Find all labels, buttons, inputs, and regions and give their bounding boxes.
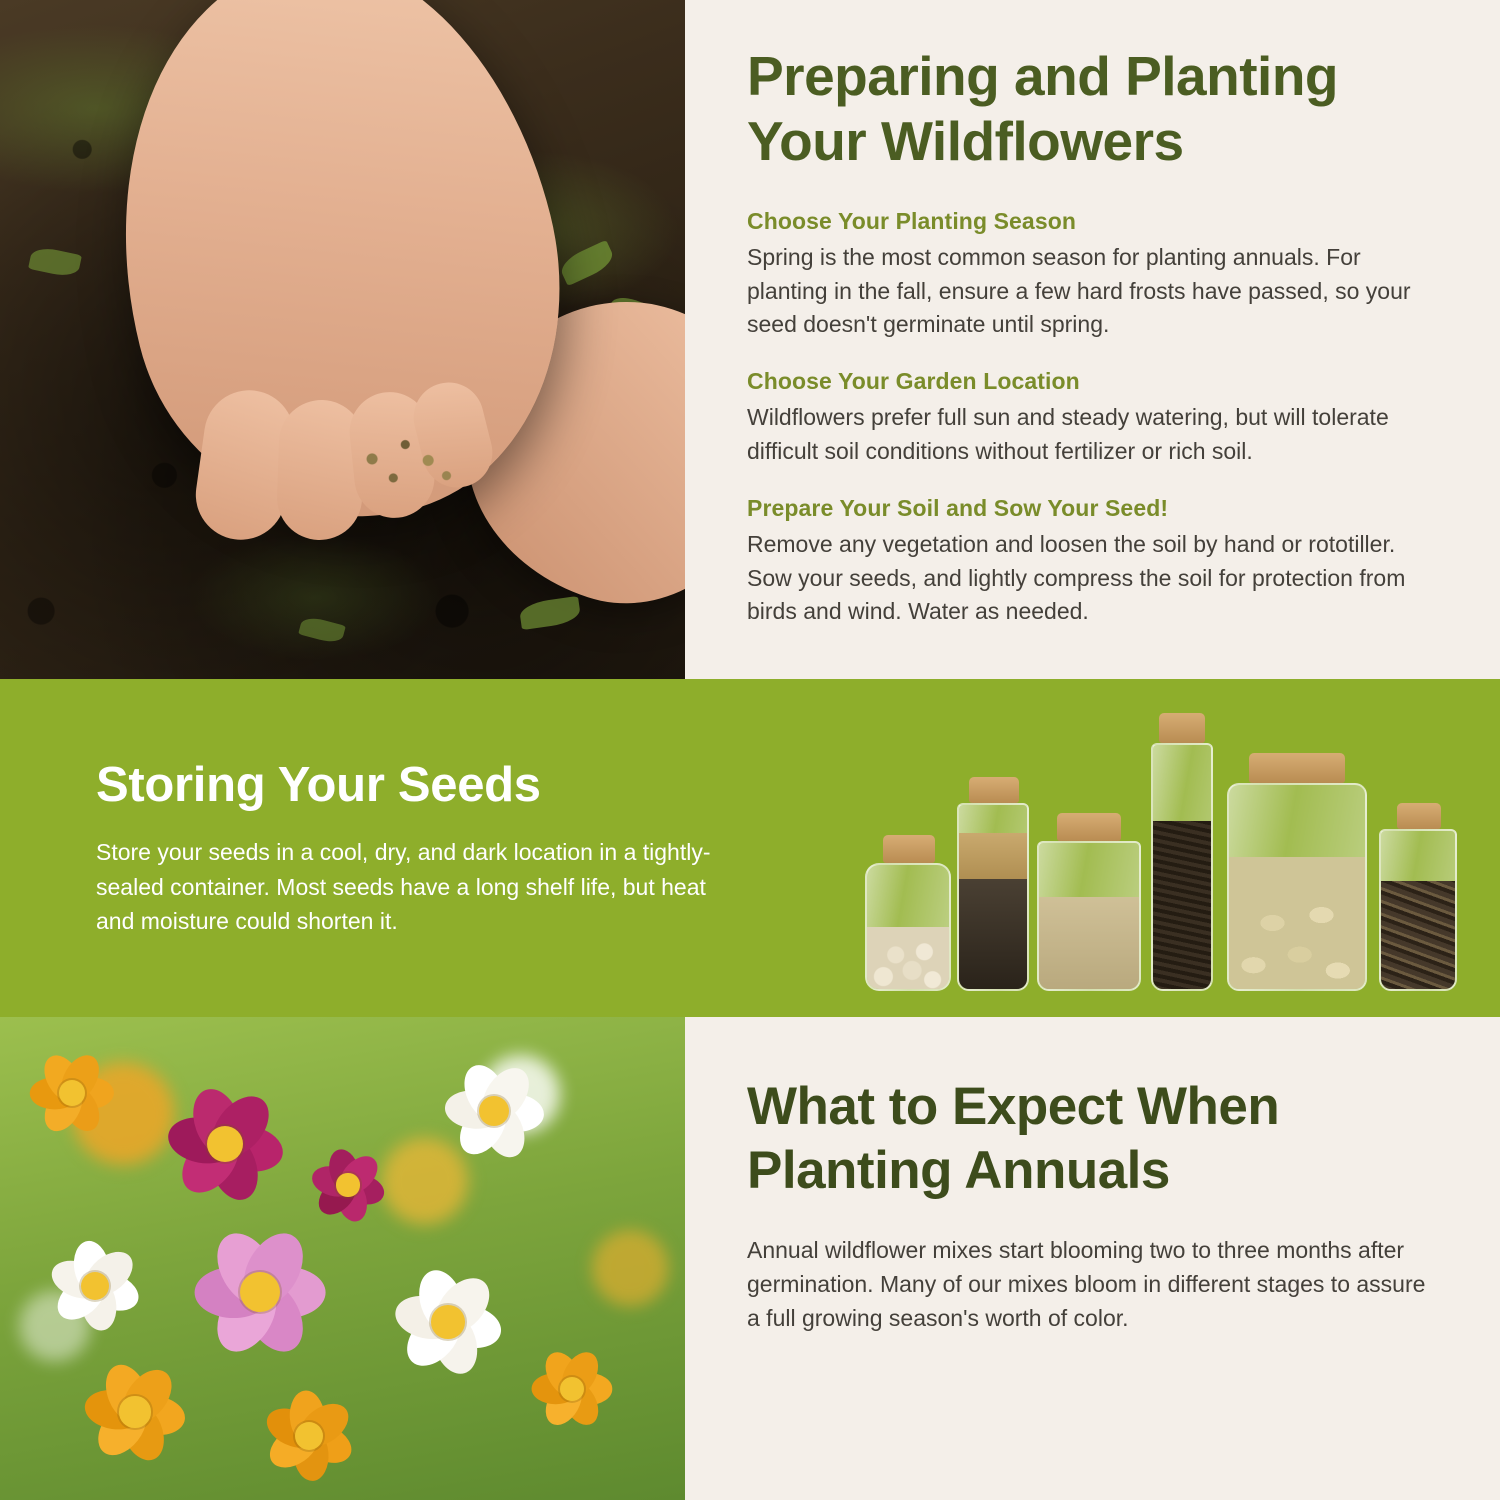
storing-title: Storing Your Seeds <box>96 758 541 813</box>
section-storing-seeds <box>0 679 1500 1017</box>
jar-contents <box>1039 897 1139 989</box>
jar-contents <box>959 879 1027 989</box>
cork-icon <box>1397 803 1441 829</box>
section-preparing-planting <box>0 0 1500 679</box>
flower-center <box>59 1080 85 1106</box>
seed-jar <box>1227 783 1367 991</box>
jar-contents-upper <box>959 833 1027 879</box>
flower-center <box>207 1126 243 1162</box>
expect-text-column <box>685 1017 1500 1500</box>
flower-orange <box>520 1337 624 1441</box>
wildflower-meadow-photo <box>0 1017 685 1500</box>
cork-icon <box>1057 813 1121 841</box>
flower-magenta <box>300 1137 396 1233</box>
block-heading: Prepare Your Soil and Sow Your Seed! <box>747 494 1169 521</box>
block-body: Spring is the most common season for planting annuals. For planting in the fall, ensure a few hard frosts have passed, so your seed doesn't germinate until spring. <box>747 243 1411 338</box>
flower-center <box>336 1173 359 1196</box>
seed-jar <box>1037 841 1141 991</box>
cork-icon <box>1249 753 1345 783</box>
storing-text-column <box>0 757 760 939</box>
jar-contents <box>1153 821 1211 989</box>
section-what-to-expect <box>0 1017 1500 1500</box>
flower-white <box>378 1252 518 1392</box>
flower-center <box>119 1396 150 1427</box>
seed-jar <box>1379 829 1457 991</box>
expect-title: What to Expect When Planting Annuals <box>747 1077 1280 1200</box>
seed-jar <box>957 803 1029 991</box>
cork-icon <box>969 777 1019 803</box>
flower-white <box>430 1047 558 1175</box>
planting-text-column <box>685 0 1500 679</box>
expect-body: Annual wildflower mixes start blooming two to three months after germination. Many of our mixes bloom in different stages to assure a full growing season's worth of color. <box>747 1237 1426 1331</box>
page-title: Preparing and Planting Your Wildflowers <box>747 45 1339 172</box>
flower-orange <box>18 1039 126 1147</box>
flower-orange <box>70 1347 200 1477</box>
planting-block-season <box>747 208 1442 342</box>
planting-block-location <box>747 368 1442 469</box>
jar-contents <box>1381 881 1455 989</box>
cork-icon <box>1159 713 1205 743</box>
cork-icon <box>883 835 935 863</box>
flower-orange <box>250 1377 368 1495</box>
flower-magenta <box>150 1069 300 1219</box>
block-heading: Choose Your Planting Season <box>747 207 1077 234</box>
block-body: Remove any vegetation and loosen the soil by hand or rototiller. Sow your seeds, and lightly compress the soil for protection from birds and wind. Water as needed. <box>747 530 1406 625</box>
seed-jar <box>1151 743 1213 991</box>
seed-jar <box>865 863 951 991</box>
block-heading: Choose Your Garden Location <box>747 368 1080 395</box>
soil-planting-photo <box>0 0 685 679</box>
jar-contents <box>867 927 949 989</box>
planting-block-soil <box>747 495 1442 629</box>
block-body: Wildflowers prefer full sun and steady watering, but will tolerate difficult soil conditions without fertilizer or rich soil. <box>747 404 1389 464</box>
seed-jars-photo <box>845 731 1465 991</box>
flower-white <box>36 1227 154 1345</box>
jar-contents <box>1229 857 1365 989</box>
flower-center <box>431 1305 465 1339</box>
storing-body: Store your seeds in a cool, dry, and dark location in a tightly-sealed container. Most seeds have a long shelf life, but heat and moisture could shorten it. <box>96 839 711 935</box>
